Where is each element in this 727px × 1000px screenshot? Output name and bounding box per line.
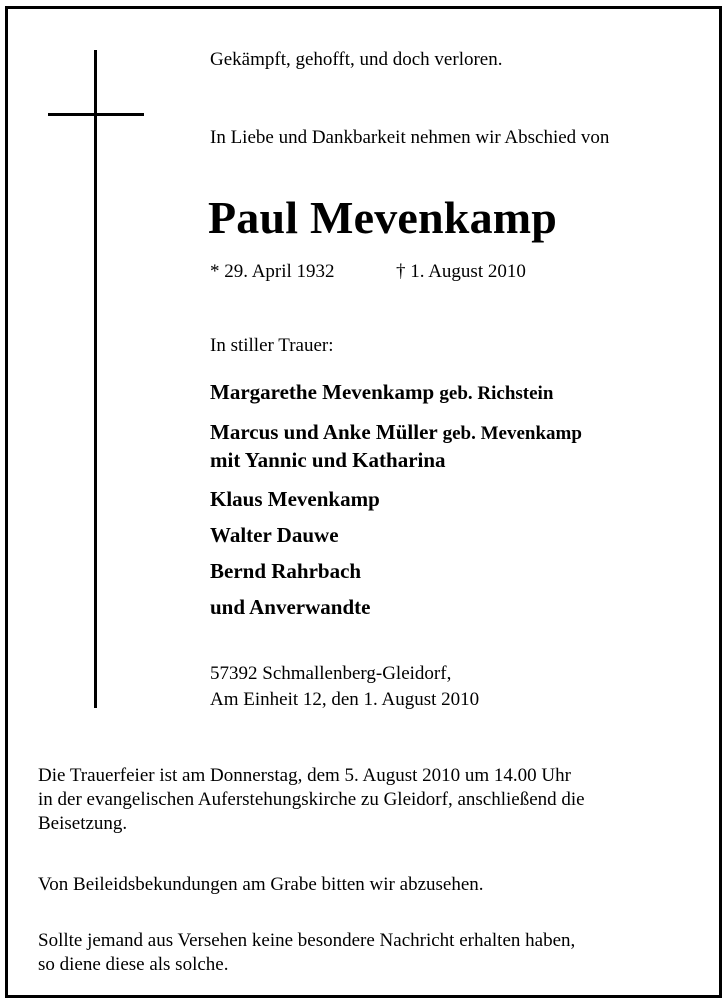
mourning-intro: In stiller Trauer: (210, 335, 334, 356)
closing-line: Sollte jemand aus Versehen keine besondere Nachricht erhalten haben, (38, 930, 576, 951)
death-date: † 1. August 2010 (396, 261, 526, 282)
mourner-line: Walter Dauwe (210, 523, 339, 547)
condolence-note: Von Beileidsbekundungen am Grabe bitten wir abzusehen. (38, 874, 484, 895)
mourner-birth-name: geb. Richstein (439, 383, 554, 404)
birth-date: * 29. April 1932 (210, 261, 335, 282)
intro-line: In Liebe und Dankbarkeit nehmen wir Abschied von (210, 127, 610, 148)
mourner-line: mit Yannic und Katharina (210, 448, 446, 472)
deceased-name: Paul Mevenkamp (208, 192, 558, 243)
mourner-birth-name: geb. Mevenkamp (442, 423, 582, 444)
closing-line: so diene diese als solche. (38, 954, 229, 975)
cross-icon-crossbar (48, 113, 144, 116)
cross-icon (94, 50, 97, 708)
mourner-line: Klaus Mevenkamp (210, 487, 380, 511)
funeral-line: Beisetzung. (38, 813, 128, 834)
closing-note (38, 929, 575, 977)
address-line: Am Einheit 12, den 1. August 2010 (210, 689, 480, 710)
mourner-line (210, 382, 553, 403)
mourner-line: Bernd Rahrbach (210, 559, 362, 583)
mourner-line: und Anverwandte (210, 595, 371, 619)
funeral-line: in der evangelischen Auferstehungskirche zu Gleidorf, anschließend die (38, 789, 585, 810)
motto: Gekämpft, gehofft, und doch verloren. (210, 49, 503, 70)
mourner-line (210, 422, 582, 443)
mourner-name: Margarethe Mevenkamp (210, 380, 435, 404)
mourner-name: Marcus und Anke Müller (210, 420, 438, 444)
funeral-line: Die Trauerfeier ist am Donnerstag, dem 5. August 2010 um 14.00 Uhr (38, 765, 571, 786)
address-line: 57392 Schmallenberg-Gleidorf, (210, 663, 452, 684)
funeral-info (38, 764, 585, 836)
